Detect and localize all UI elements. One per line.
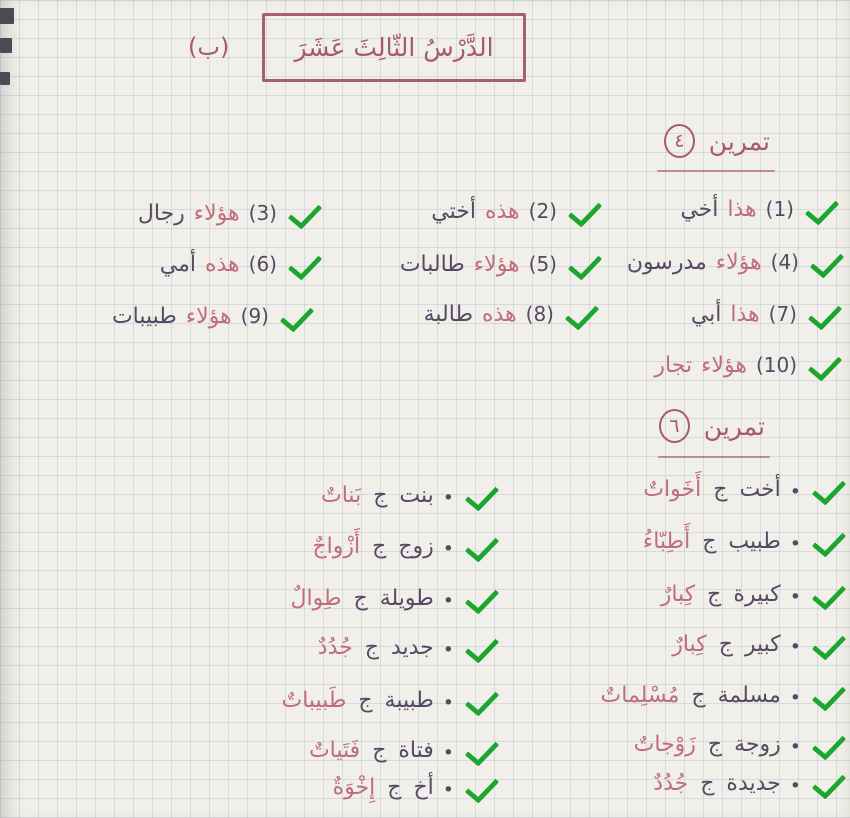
checkmark-icon	[288, 247, 323, 280]
noun: رجال	[137, 201, 185, 226]
plural-marker: ج	[373, 483, 388, 508]
plural-word: أَخَواتٌ	[643, 477, 702, 502]
checkmark-icon	[808, 348, 843, 381]
plural-marker: ج	[364, 635, 379, 660]
exercise4-item-2	[431, 196, 598, 234]
exercise6-left-item-3	[291, 583, 495, 621]
exercise4-item-8	[424, 299, 595, 337]
item-number: (4)	[770, 250, 799, 274]
exercise4-header	[664, 124, 770, 158]
plural-marker: ج	[713, 477, 728, 502]
noun: طبيبات	[111, 304, 177, 329]
bullet: •	[789, 481, 801, 504]
demonstrative: هؤلاء	[193, 201, 240, 226]
checkmark-icon	[465, 683, 500, 716]
exercise4-item-6	[160, 249, 318, 287]
plural-marker: ج	[702, 529, 717, 554]
plural-word: كِبارٌ	[660, 582, 696, 607]
singular-word: أخ	[413, 775, 434, 800]
checkmark-icon	[568, 194, 603, 227]
exercise6-number-circle: ٦	[659, 409, 690, 443]
noun: طالبة	[423, 302, 473, 327]
singular-word: مسلمة	[717, 683, 781, 708]
checkmark-icon	[812, 524, 847, 557]
plural-word: جُدُدٌ	[653, 771, 689, 796]
item-number: (3)	[248, 201, 277, 225]
plural-word: أَطِبّاءُ	[642, 529, 691, 554]
plural-word: طِوالٌ	[290, 586, 342, 611]
exercise4-underline	[657, 170, 775, 172]
checkmark-icon	[280, 299, 315, 332]
exercise6-underline	[658, 456, 770, 458]
bullet: •	[442, 692, 454, 715]
plural-word: إِخْوَةٌ	[332, 775, 376, 800]
exercise6-label: تمرين	[703, 411, 765, 441]
demonstrative: هؤلاء	[701, 353, 747, 378]
exercise4-item-5	[400, 249, 598, 287]
bullet: •	[789, 775, 801, 798]
checkmark-icon	[568, 247, 603, 280]
singular-word: زوجة	[734, 732, 781, 757]
plural-marker: ج	[387, 775, 402, 800]
bullet: •	[442, 538, 454, 561]
plural-marker: ج	[700, 771, 715, 796]
checkmark-icon	[812, 727, 847, 760]
singular-word: كبير	[744, 632, 781, 657]
exercise4-item-10	[654, 350, 838, 388]
singular-word: طبيب	[728, 529, 781, 554]
scan-artifact	[0, 8, 14, 24]
noun: أختي	[431, 199, 476, 224]
singular-word: أخت	[739, 477, 781, 502]
exercise6-right-item-7	[653, 768, 842, 806]
item-number: (6)	[248, 252, 277, 276]
demonstrative: هؤلاء	[715, 250, 762, 275]
singular-word: طويلة	[379, 586, 434, 611]
bullet: •	[442, 742, 454, 765]
item-number: (2)	[528, 199, 557, 223]
bullet: •	[442, 487, 454, 510]
item-number: (10)	[755, 353, 797, 377]
demonstrative: هؤلاء	[185, 304, 232, 329]
noun: أخي	[680, 197, 719, 222]
plural-marker: ج	[707, 732, 723, 757]
scan-artifact	[0, 72, 10, 85]
checkmark-icon	[812, 678, 847, 711]
plural-marker: ج	[707, 582, 722, 607]
checkmark-icon	[465, 733, 500, 766]
noun: طالبات	[399, 252, 465, 277]
exercise6-left-item-7	[333, 772, 495, 810]
plural-word: أَزْواجٌ	[312, 534, 361, 559]
exercise4-item-9	[112, 301, 310, 339]
exercise6-left-item-5	[282, 685, 496, 723]
demonstrative: هؤلاء	[473, 252, 520, 277]
exercise6-left-item-6	[309, 735, 495, 773]
plural-word: جُدُدٌ	[317, 635, 353, 660]
plural-word: فَتَياتٌ	[308, 738, 361, 763]
checkmark-icon	[812, 472, 847, 505]
checkmark-icon	[465, 581, 500, 614]
plural-word: كِبارٌ	[672, 632, 707, 657]
plural-word: زَوْجاتٌ	[633, 732, 696, 757]
checkmark-icon	[465, 770, 500, 803]
plural-marker: ج	[718, 632, 733, 657]
exercise6-left-item-1	[321, 480, 495, 518]
demonstrative: هذا	[730, 302, 760, 327]
exercise6-left-item-2	[312, 531, 495, 569]
checkmark-icon	[808, 297, 843, 330]
demonstrative: هذا	[727, 197, 757, 222]
bullet: •	[789, 687, 801, 710]
exercise6-left-item-4	[318, 632, 495, 670]
checkmark-icon	[465, 630, 500, 663]
checkmark-icon	[805, 192, 840, 225]
exercise4-label: تمرين	[708, 126, 770, 156]
demonstrative: هذه	[204, 252, 240, 277]
checkmark-icon	[288, 196, 323, 229]
bullet: •	[442, 779, 454, 802]
demonstrative: هذه	[481, 302, 517, 327]
lesson-title: الدَّرْسُ الثّالِثَ عَشَرَ	[294, 33, 494, 62]
exercise4-item-7	[691, 299, 838, 337]
exercise4-item-4	[627, 247, 840, 285]
lesson-part-label: (ب)	[188, 33, 230, 61]
plural-marker: ج	[691, 683, 706, 708]
exercise6-right-item-2	[643, 526, 842, 564]
bullet: •	[789, 736, 801, 759]
bullet: •	[789, 636, 801, 659]
checkmark-icon	[465, 529, 500, 562]
exercise4-number-circle: ٤	[664, 124, 695, 158]
plural-marker: ج	[353, 586, 368, 611]
noun: أمي	[159, 252, 196, 277]
singular-word: زوج	[398, 534, 434, 559]
singular-word: بنت	[399, 483, 434, 508]
exercise4-item-3	[138, 198, 318, 236]
checkmark-icon	[812, 766, 847, 799]
plural-marker: ج	[372, 738, 387, 763]
checkmark-icon	[810, 245, 845, 278]
singular-word: فتاة	[398, 738, 434, 763]
demonstrative: هذه	[484, 199, 520, 224]
bullet: •	[442, 639, 454, 662]
plural-marker: ج	[358, 688, 373, 713]
plural-word: مُسْلِماتٌ	[600, 683, 680, 708]
item-number: (9)	[240, 304, 269, 328]
singular-word: طبيبة	[384, 688, 434, 713]
noun: أبي	[690, 302, 722, 327]
exercise4-item-1	[680, 194, 835, 232]
scan-artifact	[0, 38, 12, 53]
plural-marker: ج	[372, 534, 387, 559]
checkmark-icon	[812, 627, 847, 660]
item-number: (7)	[768, 302, 797, 326]
singular-word: جديد	[390, 635, 434, 660]
bullet: •	[789, 533, 801, 556]
exercise6-right-item-5	[601, 680, 842, 718]
item-number: (5)	[528, 252, 557, 276]
checkmark-icon	[812, 577, 847, 610]
singular-word: كبيرة	[733, 582, 781, 607]
item-number: (8)	[525, 302, 554, 326]
lesson-title-box	[262, 13, 526, 82]
exercise6-right-item-1	[643, 474, 842, 512]
item-number: (1)	[765, 197, 794, 221]
bullet: •	[442, 590, 454, 613]
plural-word: بَناتٌ	[321, 483, 362, 508]
plural-word: طَبيباتٌ	[281, 688, 347, 713]
exercise6-right-item-3	[661, 579, 842, 617]
noun: تجار	[654, 353, 693, 378]
checkmark-icon	[465, 478, 500, 511]
noun: مدرسون	[626, 250, 707, 275]
exercise6-header	[659, 409, 765, 443]
exercise6-right-item-4	[672, 629, 842, 667]
bullet: •	[789, 586, 801, 609]
exercise6-right-item-6	[634, 729, 842, 767]
checkmark-icon	[565, 297, 600, 330]
singular-word: جديدة	[726, 771, 781, 796]
